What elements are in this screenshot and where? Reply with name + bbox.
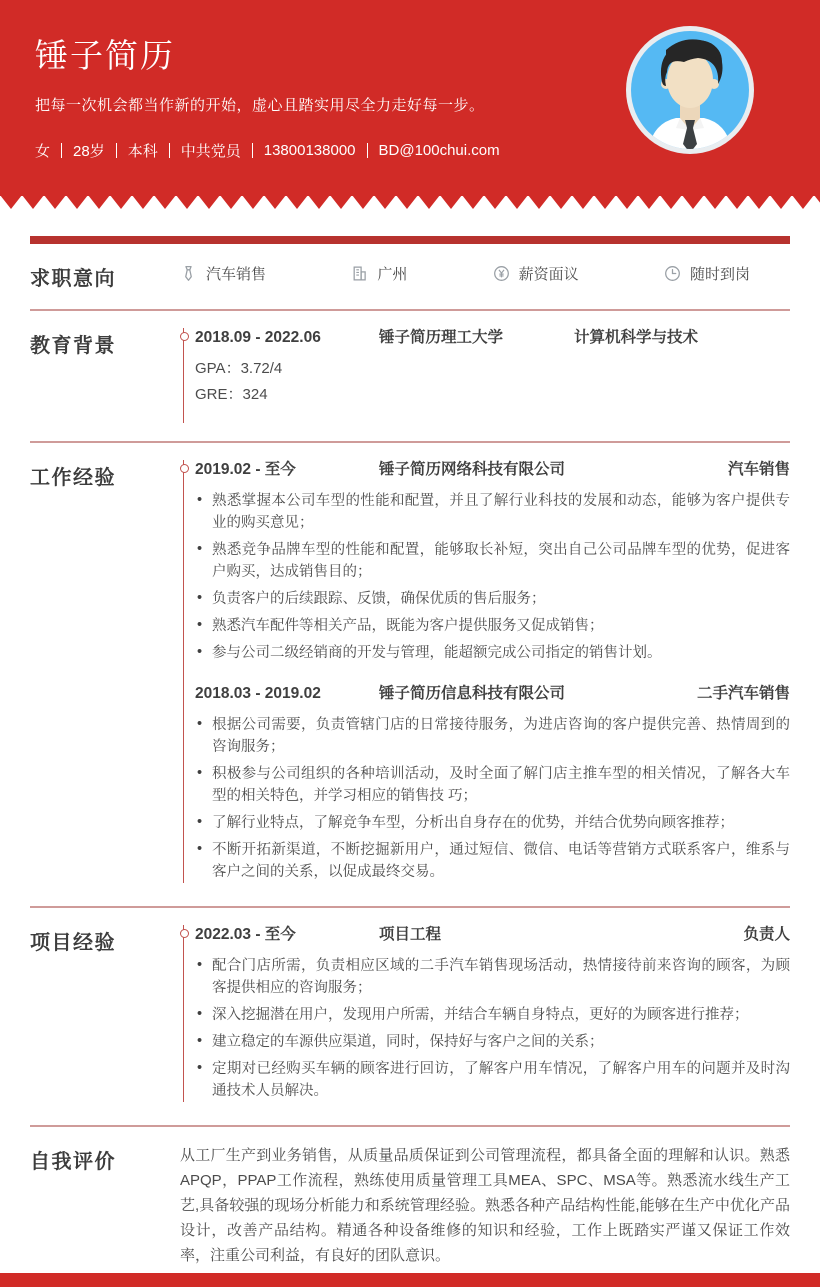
section-self-evaluation bbox=[30, 1127, 790, 1286]
clock-icon bbox=[664, 265, 681, 282]
male-avatar-icon bbox=[626, 26, 754, 154]
work-role: 汽车销售 bbox=[727, 460, 790, 478]
section-education bbox=[30, 311, 790, 441]
info-separator bbox=[252, 143, 253, 158]
resume-name: 锤子简历 bbox=[35, 37, 175, 74]
education-gpa: GPA：3.72/4 bbox=[195, 359, 283, 377]
work-bullet: • 参与公司二级经销商的开发与管理，能超额完成公司指定的销售计划。 bbox=[195, 642, 790, 664]
work-bullet: • 不断开拓新渠道，不断挖掘新用户，通过短信、微信、电话等营销方式联系客户，维系与客户之间的关系，以促成最终交易。 bbox=[195, 839, 790, 883]
project-name: 项目工程 bbox=[379, 926, 442, 944]
work-period: 2019.02 - 至今 bbox=[195, 460, 296, 478]
job-intent-label: 薪资面议 bbox=[518, 266, 579, 283]
info-separator bbox=[169, 143, 170, 158]
work-bullet: • 熟悉汽车配件等相关产品，既能为客户提供服务又促成销售； bbox=[195, 615, 790, 637]
section-project bbox=[30, 908, 790, 1125]
section-title: 求职意向 bbox=[30, 268, 116, 290]
resume-motto: 把每一次机会都当作新的开始，虚心且踏实用尽全力走好每一步。 bbox=[35, 97, 485, 114]
project-bullet: • 深入挖掘潜在用户，发现用户所需，并结合车辆自身特点，更好的为顾客进行推荐； bbox=[195, 1004, 790, 1026]
info-political-status: 中共党员 bbox=[180, 143, 241, 160]
zigzag-edge bbox=[0, 195, 820, 209]
work-bullet: • 根据公司需要，负责管辖门店的日常接待服务，为进店咨询的客户提供完善、热情周到的咨询服务； bbox=[195, 714, 790, 758]
education-major: 计算机科学与技术 bbox=[574, 329, 699, 346]
info-separator bbox=[61, 143, 62, 158]
education-gre: GRE：324 bbox=[195, 385, 268, 403]
job-intent-position bbox=[180, 263, 266, 284]
info-separator bbox=[367, 143, 368, 158]
job-intent-salary bbox=[493, 263, 579, 284]
work-company: 锤子简历网络科技有限公司 bbox=[379, 460, 566, 478]
work-bullet: • 负责客户的后续跟踪、反馈，确保优质的售后服务； bbox=[195, 588, 790, 610]
timeline-dot bbox=[180, 929, 189, 938]
info-phone: 13800138000 bbox=[263, 142, 356, 159]
info-separator bbox=[116, 143, 117, 158]
job-intent-label: 随时到岗 bbox=[689, 266, 750, 283]
section-title: 项目经验 bbox=[30, 932, 116, 955]
work-bullet-list bbox=[195, 714, 790, 883]
project-period: 2022.03 - 至今 bbox=[195, 926, 296, 944]
top-accent-bar bbox=[30, 236, 790, 244]
section-title: 教育背景 bbox=[30, 335, 116, 357]
project-bullet-list bbox=[195, 955, 790, 1102]
section-job-intent bbox=[30, 244, 790, 309]
self-evaluation-text: 从工厂生产到业务销售，从质量品质保证到公司管理流程，都具备全面的理解和认识。熟悉APQP，PPAP工作流程，熟练使用质量管理工具MEA、SPC、MSA等。熟悉流水线生产工艺,具备较强的现场分析能力和系统管理经验。熟悉各种产品结构性能,能够在生产中优化产品设计，改善产品结构。精通各种设备维修的知识和经验，工作上既踏实严谨又保证工作效率，注重公司利益，有良好的团队意识。 bbox=[180, 1147, 790, 1264]
job-intent-label: 广州 bbox=[377, 266, 408, 283]
yuan-icon bbox=[493, 265, 510, 282]
education-period: 2018.09 - 2022.06 bbox=[195, 329, 321, 346]
project-bullet: • 建立稳定的车源供应渠道，同时，保持好与客户之间的关系； bbox=[195, 1031, 790, 1053]
section-title: 工作经验 bbox=[30, 466, 116, 489]
info-degree: 本科 bbox=[127, 143, 158, 160]
project-entry bbox=[195, 925, 790, 1102]
education-entry bbox=[195, 328, 790, 407]
project-role: 负责人 bbox=[743, 926, 790, 944]
work-bullet: • 积极参与公司组织的各种培训活动，及时全面了解门店主推车型的相关情况，了解各大车型的相关特色，并学习相应的销售技 巧； bbox=[195, 763, 790, 807]
education-school: 锤子简历理工大学 bbox=[379, 329, 504, 346]
job-intent-city bbox=[351, 263, 407, 284]
resume-body bbox=[0, 236, 820, 1287]
info-email: BD@100chui.com bbox=[378, 142, 500, 159]
resume-header bbox=[0, 0, 820, 196]
job-intent-label: 汽车销售 bbox=[206, 266, 267, 283]
work-bullet-list bbox=[195, 490, 790, 664]
work-bullet: • 熟悉竞争品牌车型的性能和配置，能够取长补短，突出自己公司品牌车型的优势，促进客户购买，达成销售目的； bbox=[195, 539, 790, 583]
project-timeline bbox=[183, 925, 790, 1102]
work-company: 锤子简历信息科技有限公司 bbox=[379, 685, 566, 703]
work-entry bbox=[195, 684, 790, 883]
education-timeline bbox=[183, 328, 790, 423]
footer-bar bbox=[0, 1273, 820, 1287]
job-intent-row bbox=[180, 261, 790, 286]
work-role: 二手汽车销售 bbox=[696, 685, 790, 703]
project-bullet: • 定期对已经购买车辆的顾客进行回访，了解客户用车情况，了解客户用车的问题并及时沟通技术人员解决。 bbox=[195, 1058, 790, 1102]
work-bullet: • 熟悉掌握本公司车型的性能和配置，并且了解行业科技的发展和动态，能够为客户提供专业的购买意见； bbox=[195, 490, 790, 534]
avatar bbox=[626, 26, 754, 154]
work-entry bbox=[195, 460, 790, 664]
work-bullet: • 了解行业特点，了解竞争车型，分析出自身存在的优势，并结合优势向顾客推荐； bbox=[195, 812, 790, 834]
section-title: 自我评价 bbox=[30, 1151, 116, 1174]
work-timeline bbox=[183, 460, 790, 883]
job-intent-availability bbox=[664, 263, 750, 284]
section-work bbox=[30, 443, 790, 906]
timeline-dot bbox=[180, 332, 189, 341]
building-icon bbox=[351, 265, 368, 282]
work-period: 2018.03 - 2019.02 bbox=[195, 685, 321, 703]
info-age: 28岁 bbox=[73, 143, 105, 160]
project-bullet: • 配合门店所需，负责相应区域的二手汽车销售现场活动，热情接待前来咨询的顾客，为顾客提供相应的咨询服务； bbox=[195, 955, 790, 999]
tie-icon bbox=[180, 265, 197, 282]
info-gender: 女 bbox=[35, 143, 51, 160]
timeline-dot bbox=[180, 464, 189, 473]
